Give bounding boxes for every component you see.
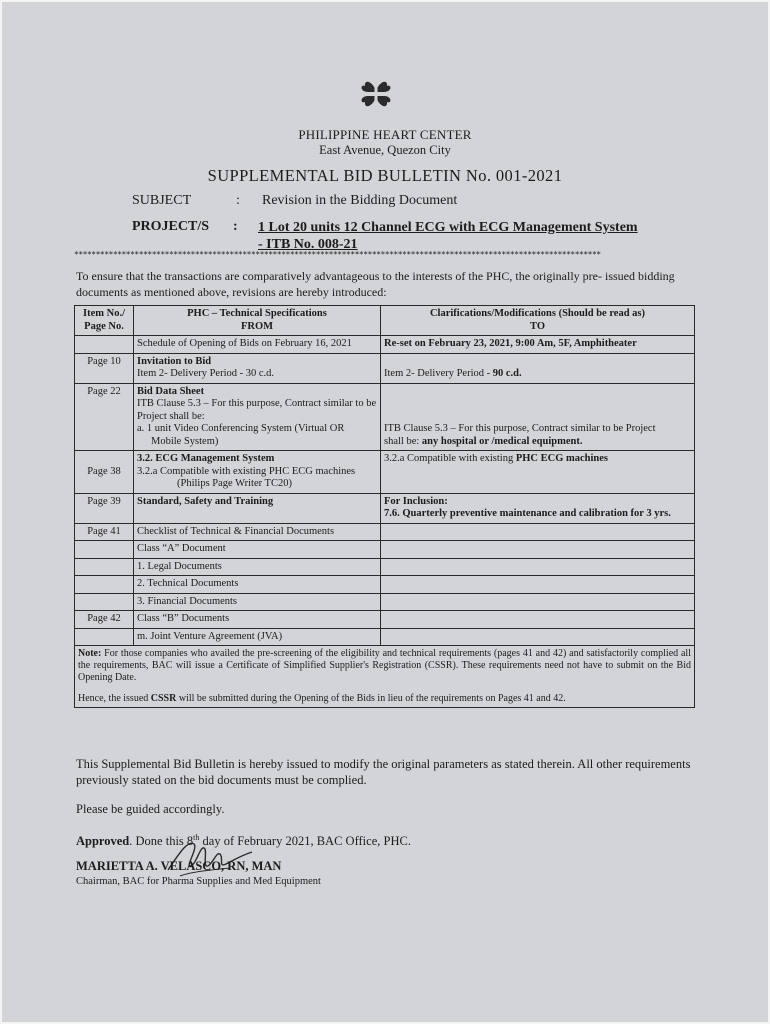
row-from: 1. Legal Documents	[134, 558, 381, 576]
header-from-line2: FROM	[240, 320, 274, 332]
approved-text: . Done this 8	[129, 834, 194, 849]
row-page: Page 22	[75, 383, 134, 451]
row-from-text: a. 1 unit Video Conferencing System (Virtual OR	[137, 423, 345, 434]
table-row	[75, 493, 695, 523]
header-item-no-line1: Item No./	[83, 308, 125, 319]
row-to	[381, 576, 695, 594]
row-page: Page 39	[75, 493, 134, 523]
header-to-line1: Clarifications/Modifications (Should be read as)	[429, 308, 646, 319]
table-row	[75, 523, 695, 541]
row-from: 3. Financial Documents	[134, 593, 381, 611]
subject-value: Revision in the Bidding Document	[262, 193, 458, 208]
row-to	[381, 523, 695, 541]
approved-label: Approved	[76, 834, 130, 849]
approved-sup: th	[193, 833, 200, 842]
table-row	[75, 336, 695, 354]
signature-icon	[160, 832, 260, 882]
header-from	[134, 306, 381, 336]
row-to-bold: PHC ECG machines	[515, 453, 608, 464]
row-to: Re-set on February 23, 2021, 9:00 Am, 5F, Amphitheater	[381, 336, 695, 354]
row-to	[381, 628, 695, 646]
project-label: PROJECT/S	[132, 219, 210, 234]
header-item-no-line2: Page No.	[84, 320, 124, 332]
row-page: Page 10	[75, 353, 134, 383]
row-page	[75, 628, 134, 646]
row-from-title: Bid Data Sheet	[137, 385, 205, 397]
table-row	[75, 383, 695, 451]
row-from: Class “A” Document	[134, 541, 381, 559]
row-from: Standard, Safety and Training	[134, 493, 381, 523]
row-from-text: ITB Clause 5.3 – For this purpose, Contract similar to be Project shall be:	[137, 398, 377, 422]
row-from: 2. Technical Documents	[134, 576, 381, 594]
table-row	[75, 593, 695, 611]
header-to	[381, 306, 695, 336]
row-from-text: 3.2.a Compatible with existing PHC ECG machines	[137, 465, 356, 477]
row-from-text: Mobile System)	[151, 435, 219, 447]
row-to	[381, 558, 695, 576]
table-row	[75, 353, 695, 383]
row-from: Schedule of Opening of Bids on February 16, 2021	[134, 336, 381, 354]
note-row	[75, 646, 695, 708]
guided-line: Please be guided accordingly.	[76, 802, 225, 816]
revisions-table	[74, 305, 695, 708]
table-row	[75, 628, 695, 646]
organization-name: PHILIPPINE HEART CENTER	[298, 127, 472, 142]
row-from	[134, 353, 381, 383]
row-to-bold: any hospital or /medical equipment.	[421, 435, 583, 447]
row-to	[381, 493, 695, 523]
row-to-text: ITB Clause 5.3 – For this purpose, Contract similar to be Project	[384, 423, 656, 434]
star-divider: **************************************************************************************************************************	[74, 250, 601, 259]
row-page	[75, 593, 134, 611]
row-from-text: (Philips Page Writer TC20)	[177, 478, 292, 489]
row-page: Page 38	[75, 451, 134, 494]
row-to-title: For Inclusion:	[384, 495, 448, 507]
table-row	[75, 558, 695, 576]
note-cell	[75, 646, 695, 708]
row-to	[381, 451, 695, 494]
row-from	[134, 383, 381, 451]
row-page	[75, 541, 134, 559]
header-item-no	[75, 306, 134, 336]
subject-colon: :	[236, 193, 240, 208]
intro-paragraph: To ensure that the transactions are comparatively advantageous to the interests of the PHC, the originally pre- issued bidding documents as mentioned above, revisions are hereby introduced:	[76, 269, 675, 299]
project-line-1: 1 Lot 20 units 12 Channel ECG with ECG Management System	[258, 220, 638, 235]
note-label: Note:	[78, 648, 102, 659]
header-to-line2: TO	[530, 320, 545, 332]
row-from	[134, 451, 381, 494]
subject-label: SUBJECT	[132, 193, 192, 208]
header-from-line1: PHC – Technical Specifications	[187, 308, 327, 319]
table-header-row	[75, 306, 695, 336]
row-from-text: Item 2- Delivery Period - 30 c.d.	[137, 368, 275, 379]
project-colon: :	[233, 219, 238, 234]
row-to	[381, 593, 695, 611]
project-value	[258, 219, 638, 253]
row-page	[75, 336, 134, 354]
row-to-text: 3.2.a Compatible with existing	[384, 453, 516, 464]
row-from-title: Invitation to Bid	[137, 355, 212, 367]
table-row	[75, 576, 695, 594]
row-page	[75, 558, 134, 576]
row-to	[381, 541, 695, 559]
organization-address: East Avenue, Quezon City	[319, 143, 451, 157]
table-row	[75, 451, 695, 494]
table-row	[75, 611, 695, 629]
row-from-title: 3.2. ECG Management System	[137, 453, 275, 464]
row-page	[75, 576, 134, 594]
hence-text: Hence, the issued	[78, 693, 151, 704]
row-from: Class “B” Documents	[134, 611, 381, 629]
phc-heart-logo-icon	[352, 72, 400, 116]
row-to	[381, 353, 695, 383]
row-to-bold: 90 c.d.	[492, 368, 522, 379]
project-line-2: - ITB No. 008-21	[258, 237, 358, 252]
row-from: Checklist of Technical & Financial Documents	[134, 523, 381, 541]
signatory-name: MARIETTA A. VELASCO, RN, MAN	[76, 859, 282, 873]
table-row	[75, 541, 695, 559]
row-to-text: Item 2- Delivery Period -	[384, 368, 493, 379]
row-to-text: 7.6. Quarterly preventive maintenance and calibration for 3 yrs.	[384, 508, 671, 519]
row-to-text: shall be:	[384, 435, 422, 447]
row-to	[381, 383, 695, 451]
row-page: Page 41	[75, 523, 134, 541]
note-text: For those companies who availed the pre-screening of the eligibility and technical requirements (pages 41 and 42) and satisfactorily complied all the requirements, BAC will issue a Certificate of Simplified Supplier's Registration (CSSR). These requirements need not have to submit on the Bid Opening Date.	[78, 648, 691, 683]
hence-bold: CSSR	[150, 693, 177, 704]
row-from: m. Joint Venture Agreement (JVA)	[134, 628, 381, 646]
row-to	[381, 611, 695, 629]
row-page: Page 42	[75, 611, 134, 629]
signatory-role: Chairman, BAC for Pharma Supplies and Med Equipment	[76, 876, 321, 887]
bulletin-title: SUPPLEMENTAL BID BULLETIN No. 001-2021	[207, 166, 563, 185]
approved-text-end: day of February 2021, BAC Office, PHC.	[199, 834, 411, 849]
closing-paragraph: This Supplemental Bid Bulletin is hereby issued to modify the original parameters as stated therein. All other requirements previously stated on the bid documents must be complied.	[76, 757, 691, 787]
hence-text-end: will be submitted during the Opening of the Bids in lieu of the requirements on Pages 41 and 42.	[176, 693, 566, 704]
